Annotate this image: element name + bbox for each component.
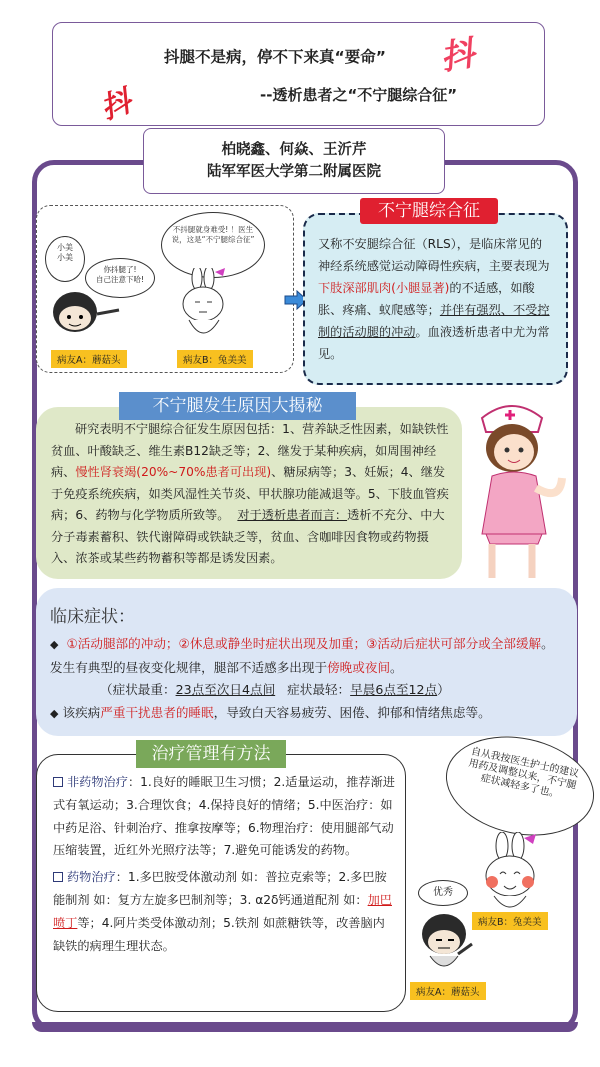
diamond-bullet-icon: ◆ xyxy=(50,706,59,720)
drug-highlight: 加巴喷丁 xyxy=(53,892,392,930)
speech-bubble: 不抖腿就身难受! ！医生说，这是“不宁腿综合征” xyxy=(161,212,265,278)
character-tag-a: 病友A：蘑菇头 xyxy=(410,982,486,1000)
causes-highlight: 慢性肾衰竭(20%~70%患者可出现) xyxy=(75,465,272,479)
character-tag-a: 病友A：蘑菇头 xyxy=(51,350,127,368)
symptom-highlight: 严重干扰患者的睡眠 xyxy=(100,704,214,720)
symptom-bullet xyxy=(50,702,561,726)
speech-bubble: 小美 小美 xyxy=(45,236,85,282)
non-drug-label: 非药物治疗 xyxy=(67,775,128,789)
shake-decoration: 抖 xyxy=(437,33,478,79)
non-drug-text: ：1.良好的睡眠卫生习惯；2.适量运动，推荐渐进式有氧运动；3.合理饮食；4.保持良好的情绪；5.中医治疗：如中药足浴、针刺治疗、推拿按摩等；6.物理治疗：使用腿部气动压缩装置，近红外光照疗法等；7.避免可能诱发的药物。 xyxy=(53,775,395,858)
hospital-name: 陆军军医大学第二附属医院 xyxy=(207,164,381,180)
symptom-highlight: ①活动腿部的冲动；②休息或静坐时症状出现及加重；③活动后症状可部分或全部缓解 xyxy=(66,636,542,651)
drug-text: 等；4.阿片类受体激动剂；5.铁剂 如蔗糖铁等，改善脑内缺铁的病理生理状态。 xyxy=(53,915,385,953)
author-box xyxy=(143,128,445,194)
causes-text: 、糖尿病等；3、妊娠；4、继发于免疫系统疾病，如类风湿性关节炎、甲状腺功能减退等。5、下肢血管疾病；6、药物与化学物质所致等。 xyxy=(51,465,449,522)
mushroom-head-character xyxy=(418,910,478,980)
excellent-bubble: 优秀 xyxy=(418,880,468,906)
symptoms-box xyxy=(36,588,577,736)
symptom-bullet xyxy=(50,633,561,679)
rls-text: 又称不安腿综合征（RLS），是临床常见的神经系统感觉运动障碍性疾病，主要表现为 xyxy=(318,237,550,273)
symptom-text: （症状最重： xyxy=(100,682,176,697)
symptom-text: 。 xyxy=(390,659,403,675)
symptom-text: ，导致白天容易疲劳、困倦、抑郁和情绪焦虑等。 xyxy=(213,704,491,720)
nurse-illustration xyxy=(452,398,570,584)
bunny-character xyxy=(470,832,550,916)
checkbox-square-icon xyxy=(53,777,63,787)
causes-box xyxy=(36,407,462,579)
symptom-text: 该疾病 xyxy=(62,704,101,720)
diamond-bullet-icon: ◆ xyxy=(50,638,59,651)
praise-speech-bubble: 自从我按医生护士的建议用药及调整以来，不宁腿症状减轻多了也。 xyxy=(437,723,600,848)
checkbox-square-icon xyxy=(53,872,63,882)
author-names: 柏晓鑫、何焱、王沂芹 xyxy=(221,142,367,158)
frame-bottom-bar xyxy=(32,1022,578,1032)
causes-text: 研究表明不宁腿综合征发生原因包括：1、营养缺乏性因素，如缺铁性贫血、叶酸缺乏、维生素B12缺乏等；2、继发于某种疾病，如周围神经病、 xyxy=(51,422,449,479)
symptom-timing xyxy=(50,679,561,702)
rls-highlight: 下肢深部肌肉(小腿显著) xyxy=(318,281,450,295)
rls-definition-box xyxy=(303,213,568,385)
rls-section-title: 不宁腿综合征 xyxy=(360,198,498,224)
character-tag-b: 病友B：兔美美 xyxy=(472,912,548,930)
causes-section-title: 不宁腿发生原因大揭秘 xyxy=(119,392,356,420)
symptom-peak: 23点至次日4点间 xyxy=(175,682,276,697)
symptom-text: 。发生有典型的昼夜变化规律，腿部不适感多出现于 xyxy=(50,636,554,675)
drug-treatment xyxy=(53,866,395,957)
symptom-light: 早晨6点至12点 xyxy=(350,682,438,697)
treatment-section-title: 治疗管理有方法 xyxy=(136,740,286,768)
drug-text: ：1.多巴胺受体激动剂 如：普拉克索等；2.多巴胺能制剂 如：复方左旋多巴制剂等；3. α2δ钙通道配剂 如： xyxy=(53,870,387,907)
drug-label: 药物治疗 xyxy=(67,870,116,885)
mushroom-head-character xyxy=(47,284,127,344)
page-title: 抖腿不是病，停不下来真“要命” xyxy=(164,48,386,66)
cartoon-scene xyxy=(36,205,294,373)
shake-decoration: 抖 xyxy=(96,83,137,127)
rls-text: 。血液透析患者中尤为常见。 xyxy=(318,325,550,361)
symptom-highlight: 傍晚或夜间 xyxy=(327,659,391,675)
causes-text: 透析不充分、中大分子毒素蓄积、铁代谢障碍或铁缺乏等，贫血、含咖啡因食物或药物摄入、浓茶或某些药物蓄积等都是诱发因素。 xyxy=(51,508,445,565)
symptom-text: 症状最轻： xyxy=(275,682,351,697)
page-subtitle: --透析患者之“不宁腿综合征” xyxy=(260,86,458,104)
character-tag-b: 病友B：兔美美 xyxy=(177,350,253,368)
symptom-text: ） xyxy=(437,682,450,697)
speech-bubble: 你抖腿了! 自己注意下哈! xyxy=(85,258,155,298)
treatment-box xyxy=(36,754,406,1012)
bunny-character xyxy=(167,268,237,344)
causes-underline: 对于透析患者而言： xyxy=(237,508,348,522)
rls-underline: 并伴有强烈、不受控制的活动腿的冲动 xyxy=(318,303,550,339)
non-drug-treatment xyxy=(53,771,395,862)
rls-text: 的不适感，如酸胀、疼痛、蚁爬感等； xyxy=(318,281,535,317)
symptoms-title: 临床症状： xyxy=(50,607,135,627)
